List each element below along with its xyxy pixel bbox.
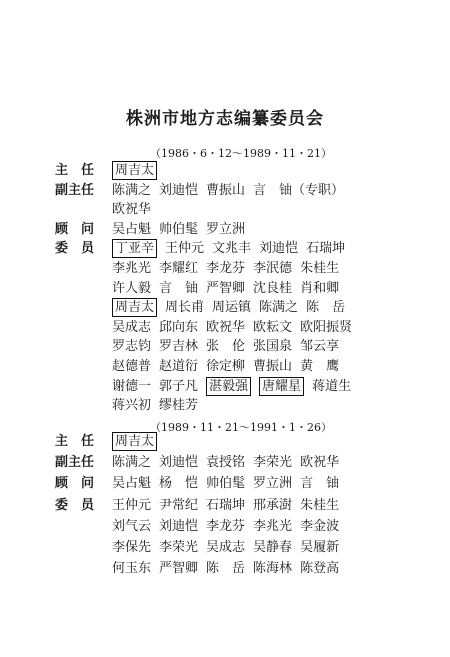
member-row — [0, 537, 450, 559]
page-title: 株洲市地方志编纂委员会 — [126, 109, 324, 129]
member-name: 李龙芬 — [206, 261, 246, 276]
member-name: 欧耘文 — [253, 319, 293, 335]
member-name-boxed: 周吉太 — [112, 432, 157, 451]
member-name: 刘迪恺 — [259, 241, 299, 257]
member-name: 陈 岳 — [306, 300, 346, 316]
member-row — [0, 395, 450, 417]
member-name: 吴履新 — [300, 540, 340, 555]
member-name: 朱桂生 — [300, 261, 340, 276]
member-name: 刘迪恺 — [159, 455, 199, 471]
member-name: 郭子凡 — [159, 378, 199, 394]
member-name: 朱桂生 — [300, 497, 340, 513]
member-name: 刘气云 — [112, 518, 152, 534]
member-names — [112, 452, 347, 474]
member-name: 徐定柳 — [206, 359, 246, 374]
member-name: 欧祝华 — [112, 202, 152, 218]
member-name: 王仲元 — [112, 497, 152, 513]
member-name: 邱向东 — [159, 319, 199, 335]
member-name: 曹振山 — [206, 182, 246, 198]
member-name: 蒋道生 — [312, 378, 352, 394]
member-name: 吴静春 — [253, 540, 293, 555]
member-name: 严智卿 — [206, 280, 246, 296]
member-name: 欧祝华 — [206, 319, 246, 335]
member-name: 吴占魁 — [112, 476, 152, 492]
role-label: 副主任 — [55, 182, 95, 198]
member-name: 李荣光 — [159, 540, 199, 555]
member-name: 曹振山 — [253, 359, 293, 374]
role-label: 顾 问 — [55, 476, 95, 492]
member-name: 李保先 — [112, 540, 152, 555]
member-name: 李兆光 — [253, 518, 293, 534]
member-name-boxed: 丁亚辛 — [112, 239, 157, 258]
member-name: 陈满之 — [259, 300, 299, 316]
member-name: 肖和卿 — [300, 280, 340, 296]
member-name: 李泯德 — [253, 261, 293, 276]
member-name: 帅伯髦 — [206, 476, 246, 492]
member-row — [0, 473, 450, 495]
member-name: 杨 恺 — [159, 476, 199, 492]
member-name: 陈 岳 — [206, 561, 246, 577]
member-name: 刘迪恺 — [159, 518, 199, 534]
member-name: 李金波 — [300, 518, 340, 534]
role-label: 顾 问 — [55, 221, 95, 237]
member-name: 沈良桂 — [253, 280, 293, 296]
member-name: 李耀红 — [159, 261, 199, 276]
member-name: 欧阳振贤 — [300, 319, 353, 335]
member-row — [0, 431, 450, 453]
member-name: 罗吉林 — [159, 339, 199, 355]
member-name: 石瑞坤 — [206, 497, 246, 513]
member-name: 张国泉 — [253, 339, 293, 355]
role-label: 主 任 — [55, 163, 95, 178]
member-name: 陈满之 — [112, 455, 152, 471]
member-name: 严智卿 — [159, 561, 199, 577]
member-name: 邢承澍 — [253, 497, 293, 513]
member-names — [112, 395, 206, 417]
member-name: 袁授铭 — [206, 455, 246, 471]
member-name: 罗立洲 — [206, 221, 246, 237]
member-names — [112, 473, 347, 495]
member-names — [112, 495, 347, 517]
role-label: 主 任 — [55, 434, 95, 449]
member-name: 文兆丰 — [212, 241, 252, 257]
member-name: 陈登高 — [300, 561, 340, 577]
role-label: 委 员 — [55, 241, 95, 257]
role-label: 委 员 — [55, 497, 95, 513]
member-name: 蒋兴初 — [112, 398, 152, 414]
member-name: 言 铀 — [159, 280, 199, 296]
member-name: 许人毅 — [112, 280, 152, 296]
member-names — [112, 431, 165, 453]
member-name: 周长甫 — [165, 300, 205, 316]
member-name-boxed: 唐耀星 — [259, 377, 304, 396]
member-names — [112, 516, 347, 538]
member-name: 言 铀（专职） — [253, 182, 345, 198]
member-name: 吴成志 — [206, 540, 246, 555]
role-label: 副主任 — [55, 455, 95, 471]
member-name: 李龙芬 — [206, 518, 246, 534]
member-name: 赵德普 — [112, 359, 152, 374]
member-row — [0, 516, 450, 538]
member-name: 言 铀 — [300, 476, 340, 492]
member-name: 刘迪恺 — [159, 182, 199, 198]
member-name: 李兆光 — [112, 261, 152, 276]
member-name: 吴占魁 — [112, 221, 152, 237]
member-row — [0, 558, 450, 580]
member-name: 何玉东 — [112, 561, 152, 577]
member-name: 缪桂芳 — [159, 398, 199, 414]
member-name: 谢德一 — [112, 378, 152, 394]
member-name: 石瑞坤 — [306, 241, 346, 257]
member-name: 陈海林 — [253, 561, 293, 577]
member-name: 陈满之 — [112, 182, 152, 198]
member-name-boxed: 湛毅强 — [206, 377, 251, 396]
member-name: 欧祝华 — [300, 455, 340, 471]
member-name: 王仲元 — [165, 241, 205, 257]
member-name: 吴成志 — [112, 319, 152, 335]
member-name: 赵道衍 — [159, 359, 199, 374]
member-name: 罗志钧 — [112, 339, 152, 355]
member-name: 帅伯髦 — [159, 221, 199, 237]
member-name-boxed: 周吉太 — [112, 298, 157, 317]
term2-date: （1989・11・21～1991・1・26） — [150, 421, 332, 434]
member-name: 李荣光 — [253, 455, 293, 471]
member-row — [0, 452, 450, 474]
member-name: 周运镇 — [212, 300, 252, 316]
member-row — [0, 495, 450, 517]
term1-date: （1986・6・12～1989・11・21） — [150, 147, 332, 160]
member-name: 黄 鹰 — [300, 359, 340, 374]
member-names — [112, 537, 347, 559]
member-name: 尹常纪 — [159, 497, 199, 513]
member-name: 罗立洲 — [253, 476, 293, 492]
member-name: 张 伦 — [206, 339, 246, 355]
member-name: 邹云享 — [300, 339, 340, 355]
member-names — [112, 558, 347, 580]
member-name-boxed: 周吉太 — [112, 161, 157, 180]
